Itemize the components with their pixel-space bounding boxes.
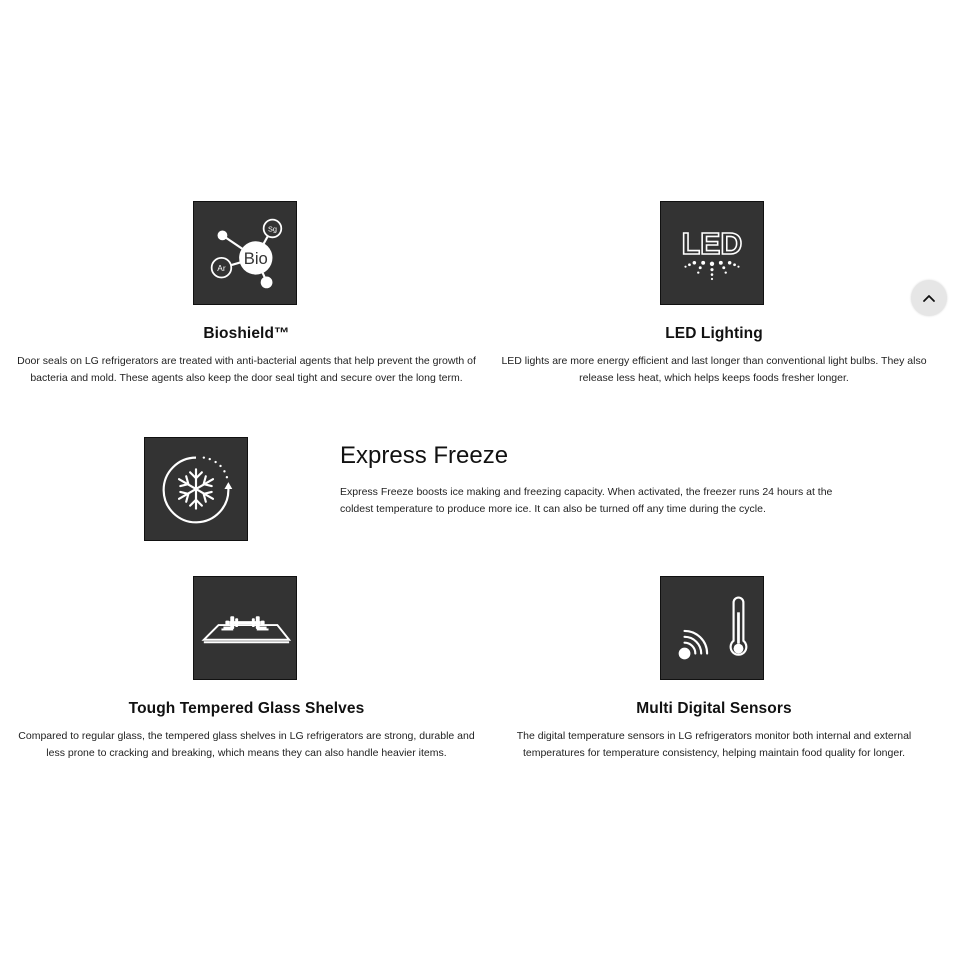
bioshield-icon (193, 201, 297, 305)
scroll-to-top-button[interactable] (911, 280, 947, 316)
bio-label: Bio (243, 248, 268, 268)
chevron-up-icon (911, 280, 947, 316)
sensors-title: Multi Digital Sensors (636, 700, 792, 717)
express-freeze-title: Express Freeze (340, 442, 509, 469)
led-title: LED Lighting (665, 325, 763, 342)
sensors-description: The digital temperature sensors in LG refrigerators monitor both internal and external temperatures for temperature consistency, helping maintain food quality for longer. (516, 730, 912, 759)
feature-bioshield (14, 200, 479, 395)
led-label: LED (681, 226, 743, 261)
express-freeze-description: Express Freeze boosts ice making and freezing capacity. When activated, the freezer runs 24 hours at the coldest temperature to produce more ice. It can also be turned off any time during the cycle. (340, 486, 833, 515)
feature-express-freeze (0, 436, 960, 546)
bioshield-title: Bioshield™ (203, 325, 290, 342)
feature-glass-shelves (14, 575, 479, 770)
thermometer-signal-icon (660, 576, 764, 680)
glass-shelf-icon (193, 576, 297, 680)
feature-led-lighting (490, 200, 938, 395)
feature-multi-digital-sensors (490, 575, 938, 770)
ar-label: Ar (217, 263, 226, 274)
sg-label: Sg (267, 224, 277, 234)
glass-shelves-title: Tough Tempered Glass Shelves (128, 700, 365, 717)
led-icon (660, 201, 764, 305)
bioshield-description: Door seals on LG refrigerators are treated with anti-bacterial agents that help prevent the growth of bacteria and mold. These agents also keep the door seal tight and secure over the long term. (17, 355, 476, 384)
led-description: LED lights are more energy efficient and last longer than conventional light bulbs. They also release less heat, which helps keeps foods fresher longer. (501, 355, 927, 384)
glass-shelves-description: Compared to regular glass, the tempered glass shelves in LG refrigerators are strong, durable and less prone to cracking and breaking, which means they can also handle heavier items. (18, 730, 475, 759)
snowflake-icon (144, 437, 248, 541)
